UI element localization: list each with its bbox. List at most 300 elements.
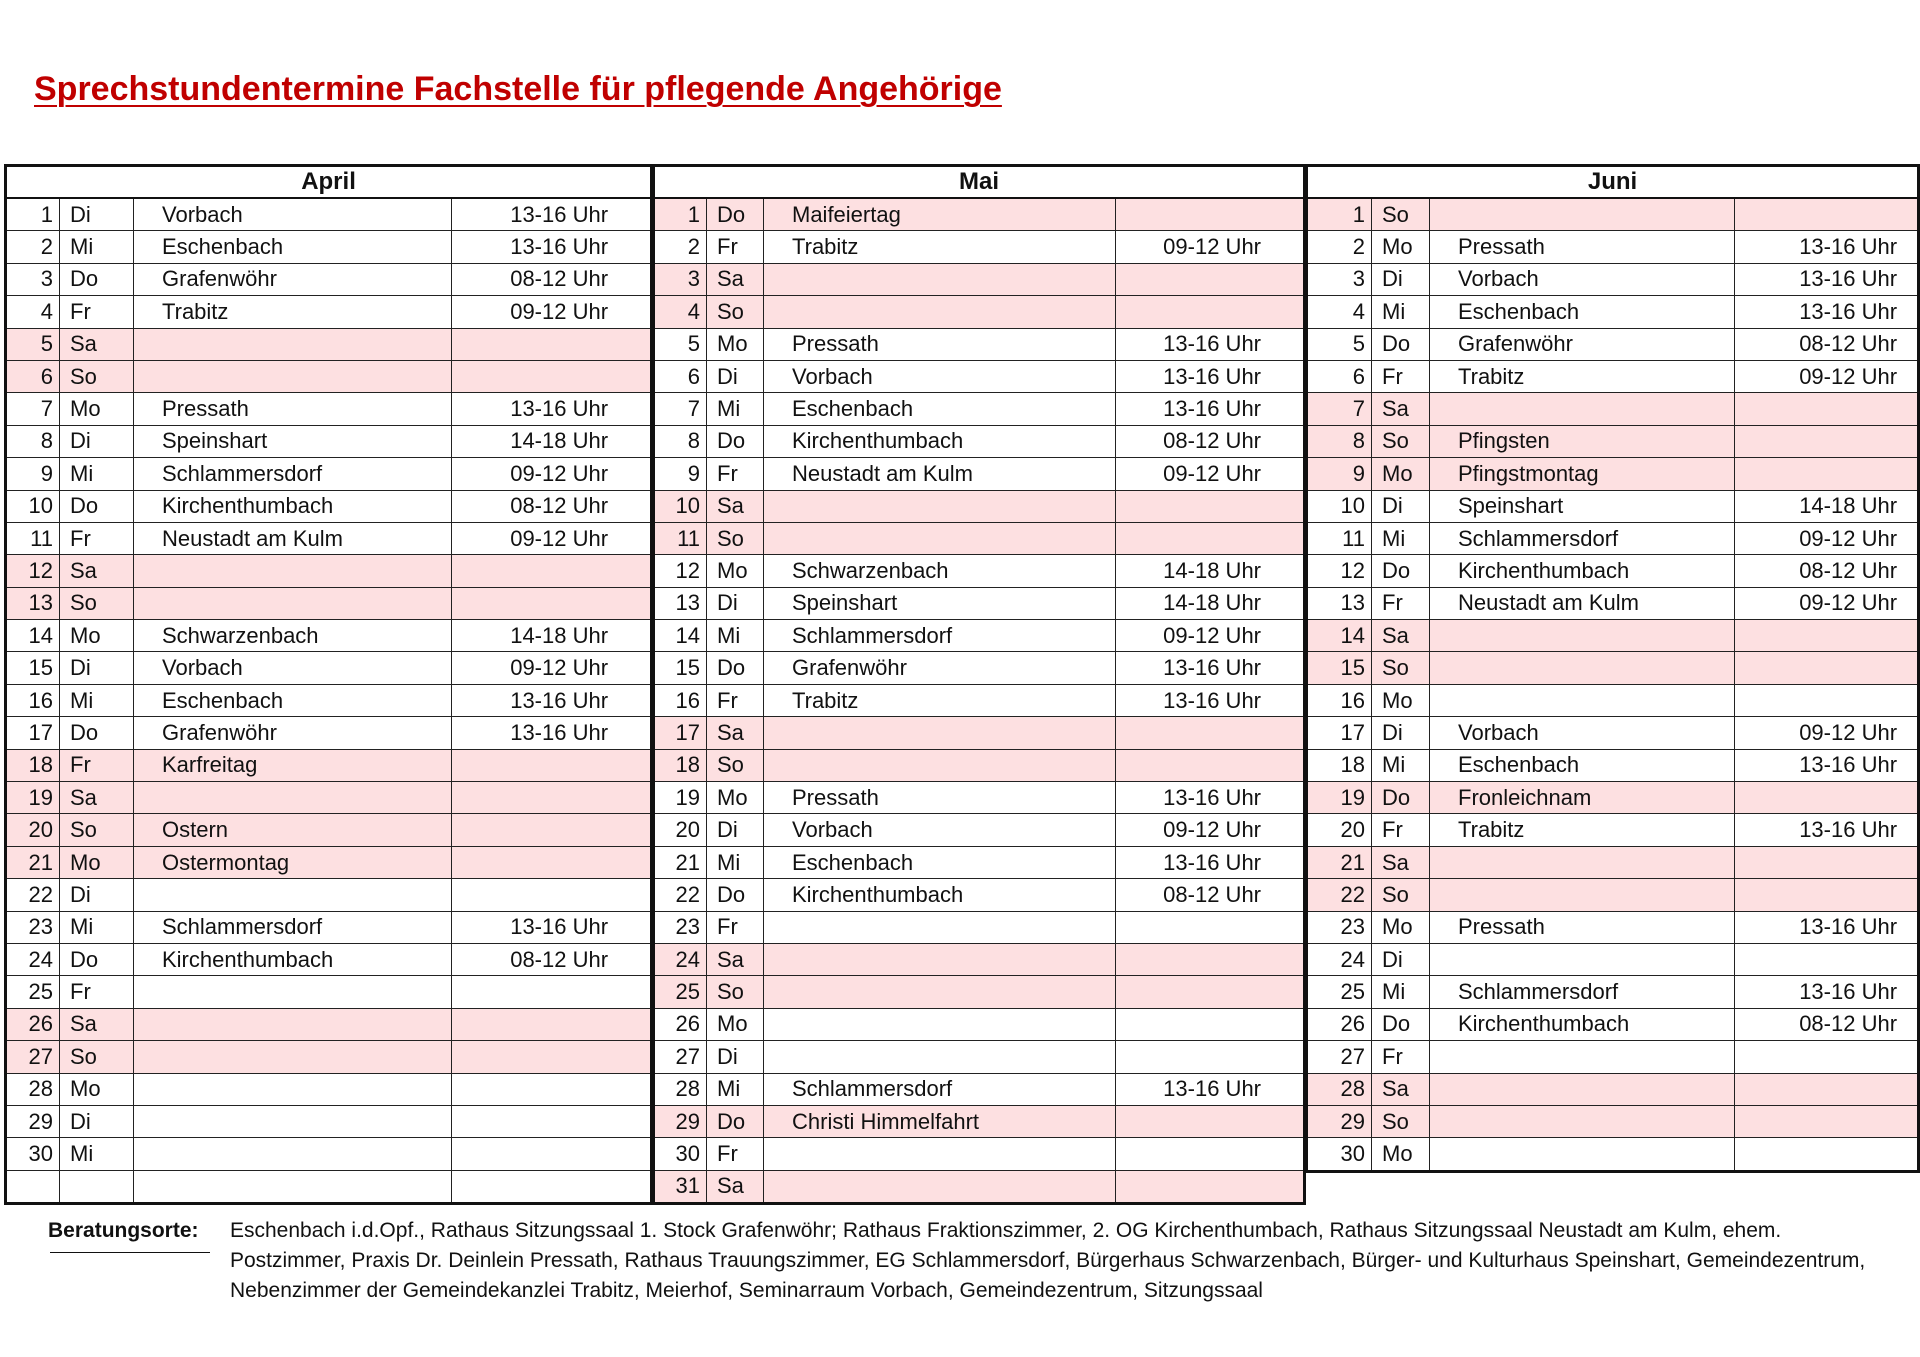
calendar-row [654, 911, 1305, 943]
day-cell: 16 [654, 684, 707, 716]
weekday-cell: Di [707, 814, 764, 846]
calendar-row [654, 620, 1305, 652]
day-cell: 26 [6, 1008, 60, 1040]
place-cell: Ostern [134, 814, 452, 846]
weekday-cell: So [1372, 1105, 1430, 1137]
calendar-row [1307, 328, 1919, 360]
time-cell [1735, 943, 1919, 975]
place-cell: Trabitz [764, 231, 1116, 263]
time-cell [1735, 879, 1919, 911]
weekday-cell: Do [1372, 782, 1430, 814]
place-cell [134, 1041, 452, 1073]
place-cell: Vorbach [764, 360, 1116, 392]
day-cell: 9 [6, 458, 60, 490]
time-cell: 08-12 Uhr [452, 490, 652, 522]
weekday-cell: Mo [60, 1073, 134, 1105]
day-cell: 1 [1307, 198, 1372, 231]
day-cell: 7 [654, 393, 707, 425]
calendar-row [1307, 782, 1919, 814]
place-cell [1430, 879, 1735, 911]
calendar-row [654, 360, 1305, 392]
day-cell: 20 [1307, 814, 1372, 846]
month-table-mai [652, 164, 1306, 1205]
place-cell [764, 943, 1116, 975]
place-cell: Pressath [134, 393, 452, 425]
time-cell: 14-18 Uhr [452, 620, 652, 652]
weekday-cell: Mi [60, 911, 134, 943]
time-cell: 08-12 Uhr [1116, 425, 1305, 457]
weekday-cell: So [707, 749, 764, 781]
time-cell [452, 879, 652, 911]
day-cell: 18 [1307, 749, 1372, 781]
calendar-row [1307, 296, 1919, 328]
time-cell: 09-12 Uhr [452, 296, 652, 328]
weekday-cell: Fr [707, 684, 764, 716]
time-cell: 13-16 Uhr [1735, 263, 1919, 295]
weekday-cell: Sa [707, 717, 764, 749]
day-cell: 2 [6, 231, 60, 263]
day-cell: 21 [1307, 846, 1372, 878]
day-cell: 15 [1307, 652, 1372, 684]
time-cell: 09-12 Uhr [1735, 360, 1919, 392]
time-cell: 14-18 Uhr [1735, 490, 1919, 522]
weekday-cell: So [707, 976, 764, 1008]
day-cell: 17 [654, 717, 707, 749]
place-cell: Kirchenthumbach [134, 490, 452, 522]
time-cell: 13-16 Uhr [1116, 328, 1305, 360]
time-cell: 13-16 Uhr [1735, 911, 1919, 943]
time-cell [452, 1170, 652, 1203]
calendar-row [6, 652, 652, 684]
calendar-row [6, 555, 652, 587]
day-cell: 12 [654, 555, 707, 587]
day-cell: 24 [1307, 943, 1372, 975]
weekday-cell: Mi [707, 620, 764, 652]
place-cell [1430, 1073, 1735, 1105]
month-header: April [6, 166, 652, 199]
place-cell [134, 587, 452, 619]
time-cell: 08-12 Uhr [1735, 328, 1919, 360]
time-cell [1116, 1138, 1305, 1170]
time-cell: 13-16 Uhr [1735, 296, 1919, 328]
time-cell: 13-16 Uhr [1735, 976, 1919, 1008]
weekday-cell: Do [60, 717, 134, 749]
time-cell [1116, 296, 1305, 328]
calendar-row [654, 490, 1305, 522]
day-cell: 4 [6, 296, 60, 328]
calendar-row [654, 198, 1305, 231]
calendar-row [654, 231, 1305, 263]
calendar-row [1307, 1105, 1919, 1137]
day-cell: 26 [654, 1008, 707, 1040]
day-cell: 31 [654, 1170, 707, 1203]
time-cell [1116, 1041, 1305, 1073]
weekday-cell: Fr [60, 976, 134, 1008]
calendar-row [6, 296, 652, 328]
footer-text: Eschenbach i.d.Opf., Rathaus Sitzungssaal 1. Stock Grafenwöhr; Rathaus Fraktionszimmer, 2. OG Kirchenthumbach, Rathaus Sitzungssaal Neustadt am Kulm, ehem. Postzimmer, Praxis Dr. Deinlein Pressath, Rathaus Trauungszimmer, EG Schlammersdorf, Bürgerhaus Schwarzenbach, Bürger- und Kulturhaus Speinshart, Gemeindezentrum, Nebenzimmer der Gemeindekanzlei Trabitz, Meierhof, Seminarraum Vorbach, Gemeindezentrum, Sitzungssaal [230, 1219, 1866, 1302]
weekday-cell: Mi [60, 231, 134, 263]
calendar-row [654, 587, 1305, 619]
time-cell [1735, 684, 1919, 716]
month-table-juni [1305, 164, 1920, 1173]
place-cell: Pfingstmontag [1430, 458, 1735, 490]
time-cell [1116, 976, 1305, 1008]
time-cell: 13-16 Uhr [452, 911, 652, 943]
calendar-row [1307, 458, 1919, 490]
place-cell: Kirchenthumbach [1430, 555, 1735, 587]
place-cell: Neustadt am Kulm [764, 458, 1116, 490]
weekday-cell: Sa [1372, 620, 1430, 652]
time-cell [1735, 652, 1919, 684]
place-cell [764, 522, 1116, 554]
calendar-row [654, 328, 1305, 360]
day-cell: 17 [6, 717, 60, 749]
weekday-cell: Mo [1372, 684, 1430, 716]
time-cell [1116, 198, 1305, 231]
calendar-row [654, 782, 1305, 814]
day-cell: 22 [1307, 879, 1372, 911]
place-cell: Grafenwöhr [1430, 328, 1735, 360]
time-cell: 09-12 Uhr [1116, 814, 1305, 846]
time-cell [1735, 782, 1919, 814]
place-cell: Speinshart [134, 425, 452, 457]
place-cell: Kirchenthumbach [764, 425, 1116, 457]
place-cell: Eschenbach [764, 846, 1116, 878]
calendar-row [654, 1073, 1305, 1105]
calendar-row [1307, 652, 1919, 684]
place-cell [134, 1170, 452, 1203]
time-cell: 09-12 Uhr [1116, 231, 1305, 263]
day-cell: 23 [6, 911, 60, 943]
time-cell [452, 328, 652, 360]
time-cell [452, 1041, 652, 1073]
weekday-cell: So [1372, 652, 1430, 684]
day-cell: 11 [654, 522, 707, 554]
place-cell: Grafenwöhr [764, 652, 1116, 684]
weekday-cell: Do [1372, 328, 1430, 360]
day-cell: 14 [6, 620, 60, 652]
weekday-cell: Fr [1372, 360, 1430, 392]
weekday-cell: Fr [60, 522, 134, 554]
weekday-cell: Do [60, 943, 134, 975]
weekday-cell: Fr [707, 231, 764, 263]
place-cell [764, 263, 1116, 295]
calendar-row [1307, 490, 1919, 522]
calendar-row [654, 425, 1305, 457]
time-cell: 09-12 Uhr [1735, 587, 1919, 619]
weekday-cell: Mo [1372, 1138, 1430, 1171]
calendar-row [654, 684, 1305, 716]
place-cell [764, 490, 1116, 522]
place-cell: Ostermontag [134, 846, 452, 878]
day-cell: 20 [6, 814, 60, 846]
weekday-cell: Sa [1372, 1073, 1430, 1105]
calendar-row [1307, 911, 1919, 943]
time-cell [1735, 1105, 1919, 1137]
footer-locations [48, 1216, 1888, 1306]
place-cell [764, 749, 1116, 781]
weekday-cell: Sa [707, 943, 764, 975]
time-cell [1116, 263, 1305, 295]
weekday-cell: Fr [707, 1138, 764, 1170]
day-cell: 24 [6, 943, 60, 975]
day-cell: 29 [1307, 1105, 1372, 1137]
weekday-cell: Do [707, 652, 764, 684]
calendar-row [1307, 684, 1919, 716]
page-title: Sprechstundentermine Fachstelle für pflegende Angehörige [34, 70, 1002, 108]
day-cell: 6 [654, 360, 707, 392]
place-cell [764, 1138, 1116, 1170]
day-cell: 8 [1307, 425, 1372, 457]
weekday-cell: Fr [707, 458, 764, 490]
calendar-row [6, 976, 652, 1008]
place-cell [134, 1008, 452, 1040]
day-cell: 2 [654, 231, 707, 263]
calendar-row [1307, 231, 1919, 263]
weekday-cell: Fr [1372, 587, 1430, 619]
place-cell [1430, 652, 1735, 684]
day-cell: 2 [1307, 231, 1372, 263]
time-cell [452, 782, 652, 814]
day-cell: 28 [6, 1073, 60, 1105]
day-cell: 25 [1307, 976, 1372, 1008]
day-cell: 30 [6, 1138, 60, 1170]
time-cell [452, 1138, 652, 1170]
place-cell: Schlammersdorf [764, 620, 1116, 652]
place-cell: Vorbach [1430, 263, 1735, 295]
day-cell: 16 [1307, 684, 1372, 716]
weekday-cell: Mo [707, 782, 764, 814]
weekday-cell: Mi [60, 458, 134, 490]
calendar-row [6, 749, 652, 781]
calendar-row [6, 263, 652, 295]
time-cell [452, 1073, 652, 1105]
calendar-row [1307, 198, 1919, 231]
weekday-cell: Di [60, 1105, 134, 1137]
time-cell [1735, 458, 1919, 490]
day-cell: 21 [654, 846, 707, 878]
calendar-row [1307, 263, 1919, 295]
weekday-cell: Sa [707, 490, 764, 522]
time-cell [1116, 522, 1305, 554]
place-cell: Kirchenthumbach [1430, 1008, 1735, 1040]
calendar-row [654, 846, 1305, 878]
day-cell: 5 [654, 328, 707, 360]
calendar-row [6, 328, 652, 360]
calendar-row [1307, 943, 1919, 975]
place-cell [134, 1073, 452, 1105]
calendar-row [6, 1073, 652, 1105]
weekday-cell: Di [707, 1041, 764, 1073]
calendar-row [1307, 1041, 1919, 1073]
calendar-row [1307, 393, 1919, 425]
day-cell: 13 [6, 587, 60, 619]
weekday-cell: Mo [707, 555, 764, 587]
calendar-row [654, 555, 1305, 587]
calendar-row [654, 1105, 1305, 1137]
weekday-cell: Sa [707, 1170, 764, 1203]
calendar-row [1307, 522, 1919, 554]
place-cell: Neustadt am Kulm [134, 522, 452, 554]
calendar-row [6, 911, 652, 943]
weekday-cell: Do [1372, 555, 1430, 587]
weekday-cell: Di [60, 879, 134, 911]
weekday-cell: Mi [707, 1073, 764, 1105]
day-cell: 1 [654, 198, 707, 231]
place-cell: Karfreitag [134, 749, 452, 781]
place-cell: Schlammersdorf [1430, 522, 1735, 554]
weekday-cell: Mo [707, 1008, 764, 1040]
day-cell: 5 [6, 328, 60, 360]
calendar-row [1307, 360, 1919, 392]
calendar-row [1307, 717, 1919, 749]
day-cell: 3 [654, 263, 707, 295]
weekday-cell: Sa [60, 555, 134, 587]
place-cell: Eschenbach [134, 684, 452, 716]
day-cell: 12 [6, 555, 60, 587]
time-cell [452, 587, 652, 619]
place-cell [1430, 1105, 1735, 1137]
place-cell: Eschenbach [134, 231, 452, 263]
day-cell: 9 [1307, 458, 1372, 490]
day-cell: 29 [654, 1105, 707, 1137]
place-cell: Trabitz [134, 296, 452, 328]
time-cell: 08-12 Uhr [1116, 879, 1305, 911]
day-cell: 23 [654, 911, 707, 943]
calendar-row [1307, 1008, 1919, 1040]
place-cell [764, 1170, 1116, 1203]
weekday-cell: Sa [60, 328, 134, 360]
time-cell [1735, 425, 1919, 457]
place-cell: Vorbach [1430, 717, 1735, 749]
place-cell: Pressath [764, 782, 1116, 814]
place-cell [134, 1138, 452, 1170]
time-cell: 08-12 Uhr [452, 263, 652, 295]
place-cell: Pressath [1430, 911, 1735, 943]
time-cell [1735, 846, 1919, 878]
weekday-cell: Di [1372, 263, 1430, 295]
calendar-row [1307, 555, 1919, 587]
day-cell: 10 [1307, 490, 1372, 522]
place-cell: Speinshart [764, 587, 1116, 619]
time-cell: 09-12 Uhr [452, 652, 652, 684]
place-cell: Trabitz [764, 684, 1116, 716]
time-cell: 13-16 Uhr [1116, 684, 1305, 716]
weekday-cell: Sa [1372, 393, 1430, 425]
calendar-row [6, 620, 652, 652]
calendar-row [6, 1008, 652, 1040]
day-cell: 26 [1307, 1008, 1372, 1040]
weekday-cell: Sa [60, 1008, 134, 1040]
time-cell: 08-12 Uhr [452, 943, 652, 975]
place-cell [764, 1008, 1116, 1040]
calendar-row [6, 425, 652, 457]
place-cell [134, 976, 452, 1008]
place-cell: Maifeiertag [764, 198, 1116, 231]
time-cell [452, 846, 652, 878]
weekday-cell: Di [707, 587, 764, 619]
calendar-row [6, 684, 652, 716]
time-cell: 13-16 Uhr [452, 393, 652, 425]
weekday-cell: Mo [60, 620, 134, 652]
calendar-row [6, 846, 652, 878]
calendar-row [1307, 587, 1919, 619]
day-cell: 27 [654, 1041, 707, 1073]
place-cell: Pressath [1430, 231, 1735, 263]
calendar-row [6, 1041, 652, 1073]
weekday-cell: Mi [60, 684, 134, 716]
day-cell: 16 [6, 684, 60, 716]
day-cell: 6 [1307, 360, 1372, 392]
place-cell [764, 976, 1116, 1008]
calendar-row [6, 490, 652, 522]
time-cell [1735, 1073, 1919, 1105]
calendar-row [6, 458, 652, 490]
weekday-cell: Mi [60, 1138, 134, 1170]
day-cell: 1 [6, 198, 60, 231]
place-cell: Schwarzenbach [134, 620, 452, 652]
calendar-row [6, 782, 652, 814]
weekday-cell: Mo [1372, 911, 1430, 943]
place-cell: Fronleichnam [1430, 782, 1735, 814]
day-cell: 28 [1307, 1073, 1372, 1105]
time-cell [1116, 911, 1305, 943]
time-cell [452, 976, 652, 1008]
time-cell: 08-12 Uhr [1735, 555, 1919, 587]
place-cell: Grafenwöhr [134, 263, 452, 295]
calendar-row [654, 943, 1305, 975]
time-cell [1116, 1008, 1305, 1040]
weekday-cell: Di [60, 652, 134, 684]
month-table-april [4, 164, 653, 1205]
weekday-cell: Di [1372, 943, 1430, 975]
day-cell: 12 [1307, 555, 1372, 587]
calendar-row [6, 198, 652, 231]
calendar-row [654, 393, 1305, 425]
time-cell: 09-12 Uhr [1735, 522, 1919, 554]
weekday-cell: So [60, 814, 134, 846]
time-cell: 13-16 Uhr [452, 198, 652, 231]
weekday-cell: Do [707, 1105, 764, 1137]
month-body [654, 198, 1305, 1204]
day-cell [6, 1170, 60, 1203]
calendar-row [654, 652, 1305, 684]
weekday-cell: So [1372, 879, 1430, 911]
time-cell [1116, 717, 1305, 749]
time-cell [1116, 1170, 1305, 1203]
day-cell: 14 [654, 620, 707, 652]
day-cell: 8 [654, 425, 707, 457]
calendar-row [6, 1170, 652, 1203]
time-cell [1116, 490, 1305, 522]
weekday-cell: Mi [1372, 522, 1430, 554]
day-cell: 6 [6, 360, 60, 392]
place-cell [764, 296, 1116, 328]
time-cell [1735, 1041, 1919, 1073]
place-cell [1430, 1041, 1735, 1073]
weekday-cell: Mi [707, 846, 764, 878]
calendar-row [1307, 1073, 1919, 1105]
place-cell [1430, 1138, 1735, 1171]
calendar-row [654, 879, 1305, 911]
day-cell: 14 [1307, 620, 1372, 652]
place-cell [1430, 620, 1735, 652]
time-cell: 13-16 Uhr [452, 717, 652, 749]
month-body [6, 198, 652, 1204]
place-cell: Schlammersdorf [764, 1073, 1116, 1105]
calendar-row [1307, 976, 1919, 1008]
place-cell: Vorbach [134, 198, 452, 231]
